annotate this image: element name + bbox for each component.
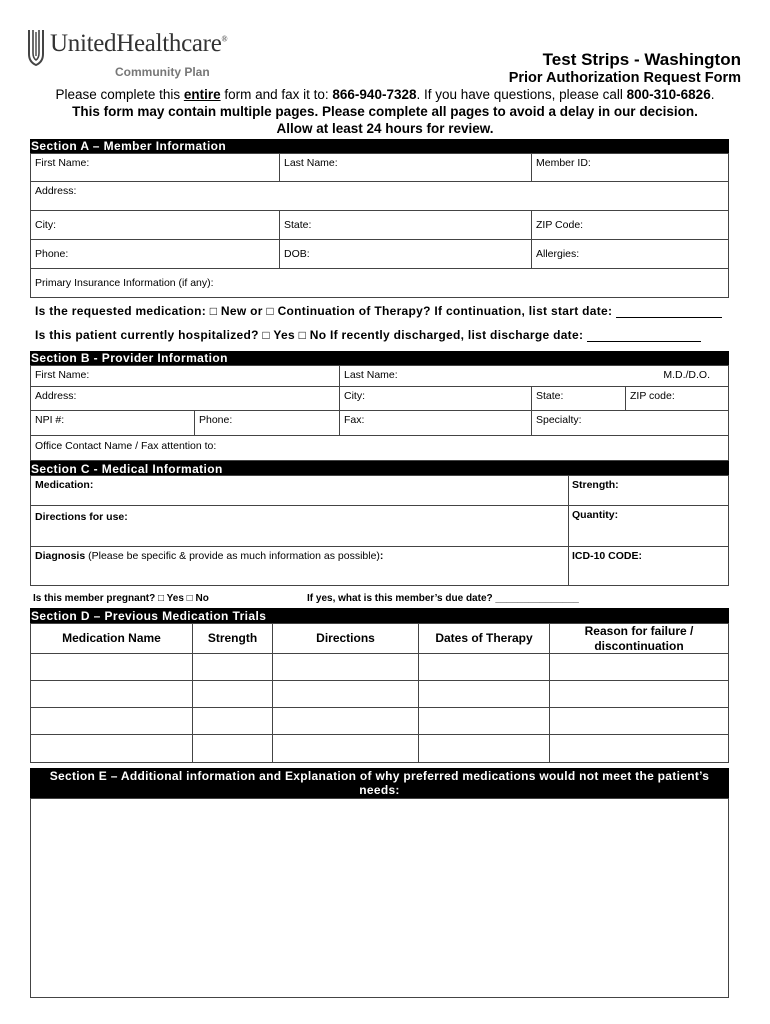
- member-last-name-field[interactable]: Last Name:: [279, 153, 532, 182]
- trial-row-1-strength[interactable]: [192, 653, 273, 681]
- logo-subtitle: Community Plan: [115, 65, 210, 79]
- quantity-field[interactable]: Quantity:: [568, 505, 729, 547]
- strength-field[interactable]: Strength:: [568, 475, 729, 506]
- provider-specialty-field[interactable]: Specialty:: [531, 410, 729, 436]
- office-contact-field[interactable]: Office Contact Name / Fax attention to:: [30, 435, 729, 461]
- icd10-code-field[interactable]: ICD-10 CODE:: [568, 546, 729, 586]
- logo-wordmark: UnitedHealthcare®: [50, 30, 228, 57]
- trial-row-3-directions[interactable]: [272, 707, 419, 735]
- instructions-line-2: This form may contain multiple pages. Please complete all pages to avoid a delay in our decision.: [72, 104, 698, 119]
- trial-row-3-dates[interactable]: [418, 707, 550, 735]
- trial-row-2-medication[interactable]: [30, 680, 193, 708]
- md-do-label: M.D./D.O.: [663, 369, 710, 381]
- member-zip-field[interactable]: ZIP Code:: [531, 210, 729, 240]
- section-c-heading: Section C - Medical Information: [30, 461, 729, 475]
- provider-city-field[interactable]: City:: [339, 386, 532, 411]
- trial-row-4-strength[interactable]: [192, 734, 273, 763]
- member-dob-field[interactable]: DOB:: [279, 239, 532, 269]
- start-date-line[interactable]: [616, 307, 722, 318]
- col-reason-for-failure: Reason for failure / discontinuation: [549, 623, 729, 654]
- trial-row-1-dates[interactable]: [418, 653, 550, 681]
- col-strength: Strength: [192, 623, 273, 654]
- additional-information-textarea[interactable]: [30, 798, 729, 998]
- member-state-field[interactable]: State:: [279, 210, 532, 240]
- provider-address-field[interactable]: Address:: [30, 386, 340, 411]
- provider-fax-field[interactable]: Fax:: [339, 410, 532, 436]
- trial-row-4-reason[interactable]: [549, 734, 729, 763]
- hospitalized-question: Is this patient currently hospitalized? □ Yes □ No If recently discharged, list discharge date:: [35, 328, 701, 342]
- trial-row-2-dates[interactable]: [418, 680, 550, 708]
- trial-row-2-directions[interactable]: [272, 680, 419, 708]
- unitedhealthcare-shield-icon: [26, 28, 46, 66]
- instructions-line-3: Allow at least 24 hours for review.: [276, 121, 494, 136]
- section-a-heading: Section A – Member Information: [30, 139, 729, 153]
- due-date-question[interactable]: If yes, what is this member’s due date? _______________: [307, 593, 579, 604]
- col-medication-name: Medication Name: [30, 623, 193, 654]
- provider-npi-field[interactable]: NPI #:: [30, 410, 195, 436]
- directions-for-use-field[interactable]: Directions for use:: [30, 505, 569, 547]
- member-id-field[interactable]: Member ID:: [531, 153, 729, 182]
- primary-insurance-field[interactable]: Primary Insurance Information (if any):: [30, 268, 729, 298]
- section-d-heading: Section D – Previous Medication Trials: [30, 608, 729, 623]
- trial-row-3-medication[interactable]: [30, 707, 193, 735]
- trial-row-2-strength[interactable]: [192, 680, 273, 708]
- member-city-field[interactable]: City:: [30, 210, 280, 240]
- trial-row-2-reason[interactable]: [549, 680, 729, 708]
- col-dates-of-therapy: Dates of Therapy: [418, 623, 550, 654]
- trial-row-3-reason[interactable]: [549, 707, 729, 735]
- section-e-heading: Section E – Additional information and Explanation of why preferred medications would not meet the patient’s needs: Please refer to the patient’s PDL for a list of preferred alternatives: [30, 768, 729, 798]
- new-continuation-checkboxes[interactable]: □ New or □: [209, 304, 278, 318]
- member-address-field[interactable]: Address:: [30, 181, 729, 211]
- medication-field[interactable]: Medication:: [30, 475, 569, 506]
- trial-row-1-reason[interactable]: [549, 653, 729, 681]
- provider-zip-field[interactable]: ZIP code:: [625, 386, 729, 411]
- diagnosis-field[interactable]: Diagnosis (Please be specific & provide as much information as possible):: [30, 546, 569, 586]
- provider-last-name-field[interactable]: Last Name: M.D./D.O.: [339, 365, 729, 387]
- trial-row-1-medication[interactable]: [30, 653, 193, 681]
- section-b-heading: Section B - Provider Information: [30, 351, 729, 365]
- member-phone-field[interactable]: Phone:: [30, 239, 280, 269]
- provider-state-field[interactable]: State:: [531, 386, 626, 411]
- member-first-name-field[interactable]: First Name:: [30, 153, 280, 182]
- trial-row-3-strength[interactable]: [192, 707, 273, 735]
- trial-row-4-medication[interactable]: [30, 734, 193, 763]
- form-title: Test Strips - Washington: [542, 50, 741, 69]
- requested-medication-question: Is the requested medication: □ New or □ Continuation of Therapy? If continuation, list start date:: [35, 304, 722, 318]
- hospitalized-checkboxes[interactable]: □ Yes □ No: [262, 328, 327, 342]
- provider-first-name-field[interactable]: First Name:: [30, 365, 340, 387]
- member-allergies-field[interactable]: Allergies:: [531, 239, 729, 269]
- instructions-line-1: Please complete this entire form and fax it to: 866-940-7328. If you have questions, please call 800-310-6826.: [55, 87, 715, 102]
- form-subtitle: Prior Authorization Request Form: [508, 70, 741, 86]
- trial-row-4-directions[interactable]: [272, 734, 419, 763]
- provider-phone-field[interactable]: Phone:: [194, 410, 340, 436]
- discharge-date-line[interactable]: [587, 331, 701, 342]
- trial-row-4-dates[interactable]: [418, 734, 550, 763]
- pregnant-question[interactable]: Is this member pregnant? □ Yes □ No: [33, 593, 209, 604]
- trial-row-1-directions[interactable]: [272, 653, 419, 681]
- col-directions: Directions: [272, 623, 419, 654]
